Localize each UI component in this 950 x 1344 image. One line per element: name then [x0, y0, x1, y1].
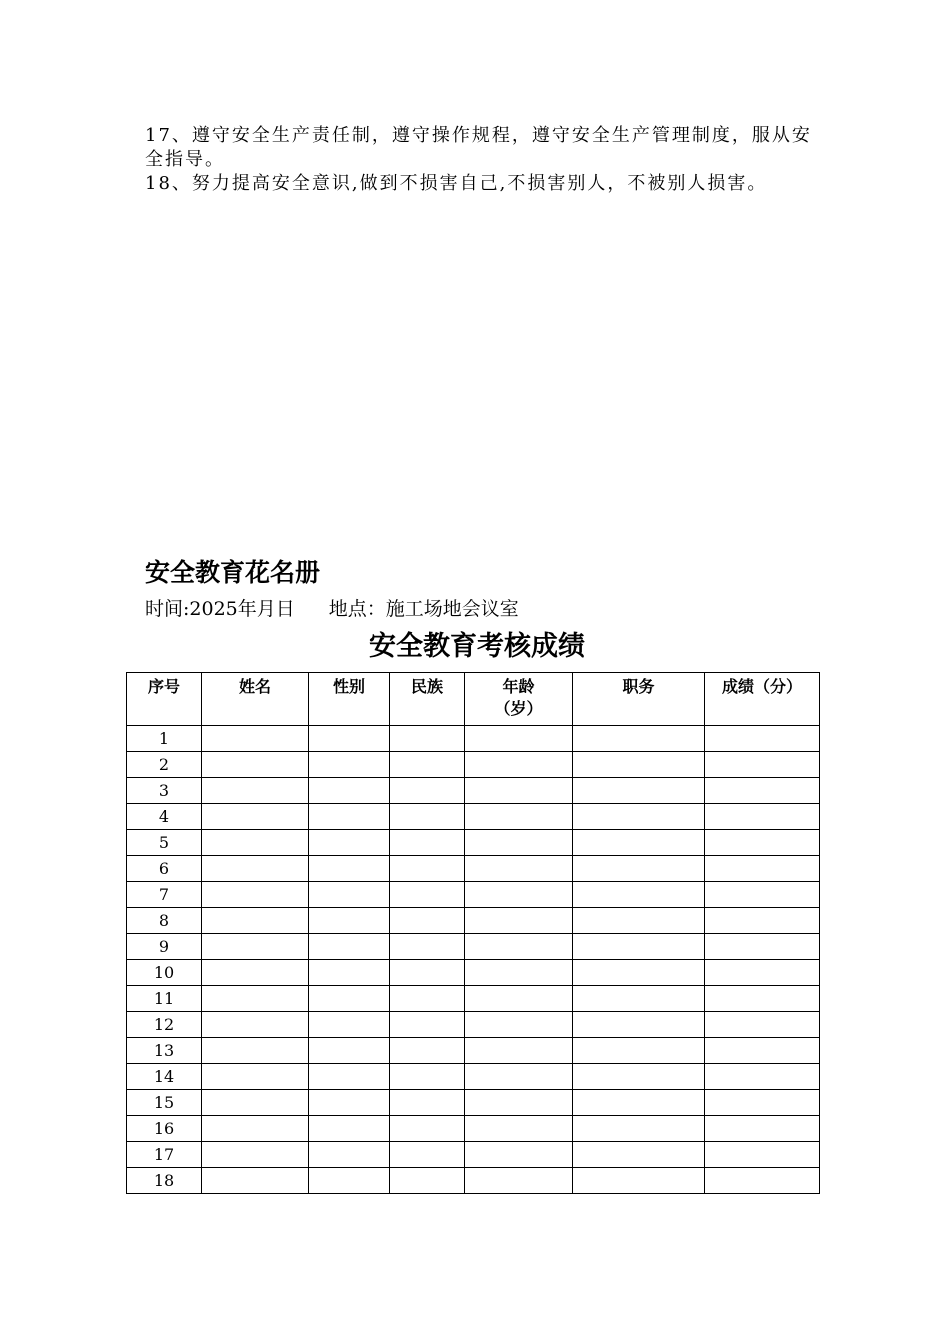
- table-cell[interactable]: [465, 960, 573, 986]
- table-cell[interactable]: [705, 882, 820, 908]
- row-number: 14: [127, 1064, 202, 1090]
- table-cell[interactable]: [573, 1090, 705, 1116]
- table-cell[interactable]: [705, 1168, 820, 1194]
- table-cell[interactable]: [573, 934, 705, 960]
- table-cell[interactable]: [202, 778, 309, 804]
- table-cell[interactable]: [465, 934, 573, 960]
- table-cell[interactable]: [465, 1038, 573, 1064]
- table-row: [127, 986, 820, 1012]
- table-cell[interactable]: [390, 1090, 465, 1116]
- row-number: 2: [127, 752, 202, 778]
- table-cell[interactable]: [390, 908, 465, 934]
- table-cell[interactable]: [202, 934, 309, 960]
- row-number: 1: [127, 726, 202, 752]
- header-age: 年龄 （岁）: [465, 673, 573, 726]
- table-cell[interactable]: [309, 1038, 390, 1064]
- meeting-info: [145, 596, 519, 622]
- table-cell[interactable]: [202, 830, 309, 856]
- table-cell[interactable]: [705, 986, 820, 1012]
- table-row: [127, 830, 820, 856]
- table-cell[interactable]: [390, 1142, 465, 1168]
- table-cell[interactable]: [573, 986, 705, 1012]
- table-cell[interactable]: [465, 830, 573, 856]
- header-name: 姓名: [202, 673, 309, 726]
- row-number: 11: [127, 986, 202, 1012]
- rules-text: [145, 124, 825, 196]
- table-cell[interactable]: [705, 1090, 820, 1116]
- table-row: [127, 778, 820, 804]
- table-cell[interactable]: [573, 1012, 705, 1038]
- table-cell[interactable]: [573, 1064, 705, 1090]
- table-cell[interactable]: [202, 1142, 309, 1168]
- table-cell[interactable]: [573, 752, 705, 778]
- row-number: 7: [127, 882, 202, 908]
- table-cell[interactable]: [573, 856, 705, 882]
- table-cell[interactable]: [202, 804, 309, 830]
- table-cell[interactable]: [390, 1116, 465, 1142]
- table-cell[interactable]: [465, 804, 573, 830]
- table-cell[interactable]: [705, 960, 820, 986]
- row-number: 10: [127, 960, 202, 986]
- table-cell[interactable]: [202, 986, 309, 1012]
- table-cell[interactable]: [390, 934, 465, 960]
- table-row: [127, 804, 820, 830]
- table-row: [127, 1168, 820, 1194]
- table-row: [127, 1012, 820, 1038]
- table-cell[interactable]: [390, 804, 465, 830]
- table-cell[interactable]: [309, 986, 390, 1012]
- table-header-row: [127, 673, 820, 726]
- table-cell[interactable]: [573, 778, 705, 804]
- table-cell[interactable]: [202, 1064, 309, 1090]
- table-cell[interactable]: [202, 1116, 309, 1142]
- table-cell[interactable]: [309, 1012, 390, 1038]
- header-ethnicity: 民族: [390, 673, 465, 726]
- table-cell[interactable]: [309, 882, 390, 908]
- table-title: 安全教育考核成绩: [369, 631, 585, 662]
- table-cell[interactable]: [309, 934, 390, 960]
- table-cell[interactable]: [309, 1116, 390, 1142]
- table-cell[interactable]: [390, 960, 465, 986]
- header-position: 职务: [573, 673, 705, 726]
- table-cell[interactable]: [573, 1142, 705, 1168]
- row-number: 8: [127, 908, 202, 934]
- table-cell[interactable]: [390, 752, 465, 778]
- table-cell[interactable]: [465, 1090, 573, 1116]
- rule-17: 17、遵守安全生产责任制，遵守操作规程，遵守安全生产管理制度，服从安全指导。: [145, 125, 812, 170]
- table-row: [127, 960, 820, 986]
- row-number: 13: [127, 1038, 202, 1064]
- row-number: 4: [127, 804, 202, 830]
- table-row: [127, 726, 820, 752]
- table-cell[interactable]: [202, 1038, 309, 1064]
- row-number: 9: [127, 934, 202, 960]
- table-cell[interactable]: [309, 1142, 390, 1168]
- table-cell[interactable]: [202, 960, 309, 986]
- table-cell[interactable]: [705, 934, 820, 960]
- meeting-location: 地点：施工场地会议室: [328, 598, 519, 620]
- table-cell[interactable]: [705, 856, 820, 882]
- table-cell[interactable]: [390, 1038, 465, 1064]
- row-number: 18: [127, 1168, 202, 1194]
- table-row: [127, 1142, 820, 1168]
- table-cell[interactable]: [390, 1168, 465, 1194]
- roster-title: 安全教育花名册: [145, 558, 321, 587]
- table-cell[interactable]: [390, 778, 465, 804]
- table-row: [127, 934, 820, 960]
- table-row: [127, 752, 820, 778]
- table-cell[interactable]: [705, 1064, 820, 1090]
- table-row: [127, 1064, 820, 1090]
- table-cell[interactable]: [465, 856, 573, 882]
- table-cell[interactable]: [202, 726, 309, 752]
- table-cell[interactable]: [202, 752, 309, 778]
- table-cell[interactable]: [202, 882, 309, 908]
- row-number: 16: [127, 1116, 202, 1142]
- table-cell[interactable]: [390, 726, 465, 752]
- table-cell[interactable]: [705, 1038, 820, 1064]
- table-cell[interactable]: [465, 1064, 573, 1090]
- table-cell[interactable]: [465, 1168, 573, 1194]
- table-cell[interactable]: [309, 1168, 390, 1194]
- header-gender: 性别: [309, 673, 390, 726]
- rule-18: 18、努力提高安全意识,做到不损害自己,不损害别人，不被别人损害。: [145, 173, 768, 194]
- table-cell[interactable]: [465, 726, 573, 752]
- table-cell[interactable]: [390, 856, 465, 882]
- table-row: [127, 1090, 820, 1116]
- table-row: [127, 1038, 820, 1064]
- row-number: 3: [127, 778, 202, 804]
- table-cell[interactable]: [202, 1012, 309, 1038]
- table-cell[interactable]: [309, 960, 390, 986]
- table-body: [127, 726, 820, 1194]
- table-cell[interactable]: [202, 856, 309, 882]
- table-cell[interactable]: [390, 1012, 465, 1038]
- table-cell[interactable]: [705, 1142, 820, 1168]
- table-cell[interactable]: [705, 830, 820, 856]
- table-row: [127, 908, 820, 934]
- table-cell[interactable]: [705, 804, 820, 830]
- table-cell[interactable]: [309, 726, 390, 752]
- table-cell[interactable]: [465, 1116, 573, 1142]
- table-row: [127, 856, 820, 882]
- table-cell[interactable]: [309, 1090, 390, 1116]
- table-cell[interactable]: [202, 1090, 309, 1116]
- table-cell[interactable]: [309, 778, 390, 804]
- row-number: 15: [127, 1090, 202, 1116]
- table-cell[interactable]: [390, 882, 465, 908]
- table-cell[interactable]: [465, 778, 573, 804]
- table-cell[interactable]: [573, 960, 705, 986]
- table-cell[interactable]: [573, 830, 705, 856]
- table-cell[interactable]: [390, 1064, 465, 1090]
- table-row: [127, 882, 820, 908]
- table-cell[interactable]: [465, 1012, 573, 1038]
- table-cell[interactable]: [390, 830, 465, 856]
- table-cell[interactable]: [309, 752, 390, 778]
- table-cell[interactable]: [202, 1168, 309, 1194]
- table-cell[interactable]: [705, 726, 820, 752]
- row-number: 6: [127, 856, 202, 882]
- table-cell[interactable]: [309, 1064, 390, 1090]
- table-cell[interactable]: [309, 908, 390, 934]
- table-cell[interactable]: [309, 856, 390, 882]
- table-cell[interactable]: [465, 908, 573, 934]
- score-table: [126, 672, 820, 1194]
- row-number: 12: [127, 1012, 202, 1038]
- table-cell[interactable]: [705, 908, 820, 934]
- table-cell[interactable]: [573, 908, 705, 934]
- table-cell[interactable]: [465, 1142, 573, 1168]
- table-row: [127, 1116, 820, 1142]
- table-cell[interactable]: [573, 1116, 705, 1142]
- table-cell[interactable]: [309, 804, 390, 830]
- table-cell[interactable]: [573, 804, 705, 830]
- header-score: 成绩（分）: [705, 673, 820, 726]
- table-cell[interactable]: [309, 830, 390, 856]
- row-number: 5: [127, 830, 202, 856]
- table-cell[interactable]: [573, 882, 705, 908]
- table-cell[interactable]: [573, 1168, 705, 1194]
- table-cell[interactable]: [705, 1116, 820, 1142]
- table-cell[interactable]: [390, 986, 465, 1012]
- header-seq: 序号: [127, 673, 202, 726]
- table-cell[interactable]: [705, 778, 820, 804]
- table-cell[interactable]: [573, 1038, 705, 1064]
- table-cell[interactable]: [705, 1012, 820, 1038]
- row-number: 17: [127, 1142, 202, 1168]
- table-cell[interactable]: [202, 908, 309, 934]
- table-cell[interactable]: [465, 882, 573, 908]
- table-cell[interactable]: [465, 986, 573, 1012]
- meeting-time: 时间:2025年月日: [145, 598, 295, 620]
- table-cell[interactable]: [705, 752, 820, 778]
- table-cell[interactable]: [573, 726, 705, 752]
- table-cell[interactable]: [465, 752, 573, 778]
